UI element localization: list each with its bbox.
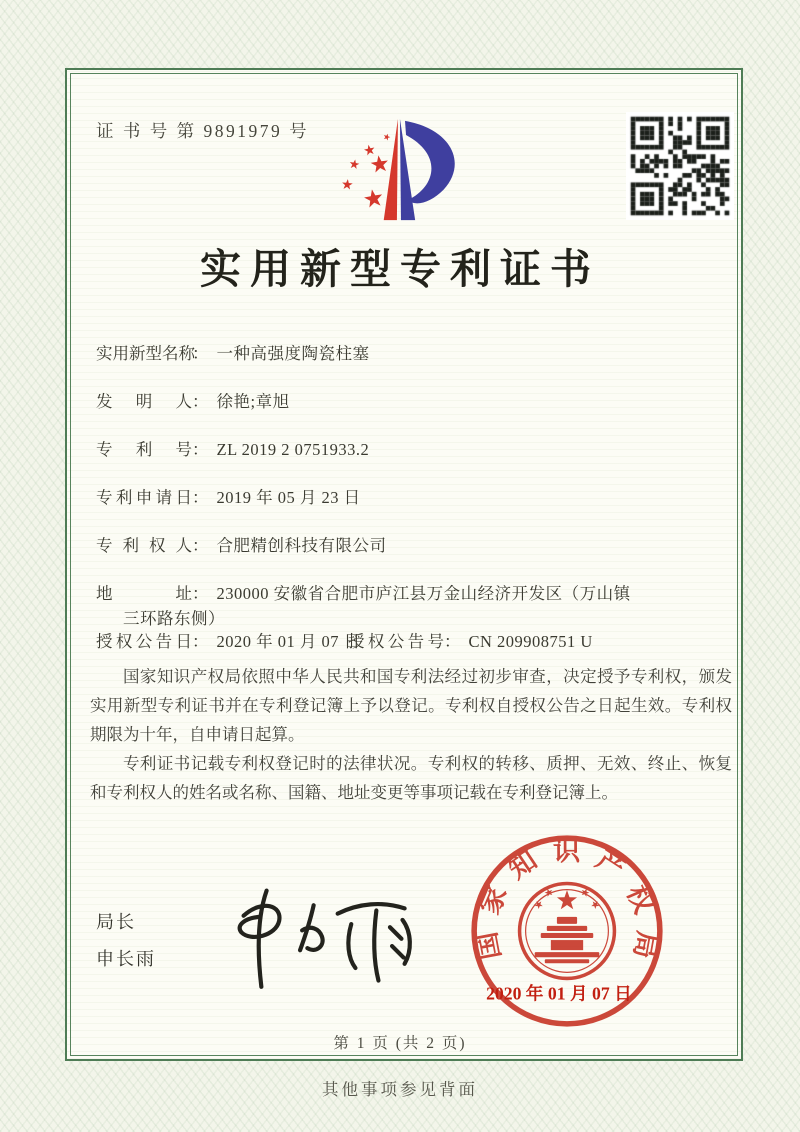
director-title: 局长: [96, 912, 136, 932]
field-value: 230000 安徽省合肥市庐江县万金山经济开发区（万山镇: [216, 584, 631, 603]
field-value: 一种高强度陶瓷柱塞: [216, 344, 370, 363]
director-signature: [212, 876, 432, 991]
field-row-address: 地址： 230000 安徽省合肥市庐江县万金山经济开发区（万山镇: [96, 580, 631, 604]
field-value: 合肥精创科技有限公司: [216, 536, 387, 555]
qr-code: [626, 112, 734, 220]
field-value: ZL 2019 2 0751933.2: [216, 440, 370, 459]
field-label: 发明人: [96, 392, 192, 411]
field-label: 专利申请日: [96, 488, 192, 507]
field-row-inventor: 发明人： 徐艳;章旭: [96, 388, 290, 412]
certificate-number-suffix: 号: [289, 121, 310, 141]
certificate-number: 9891979: [203, 121, 283, 141]
field-row-invention-name: 实用新型名称： 一种高强度陶瓷柱塞: [96, 340, 370, 364]
back-note: 其他事项参见背面: [322, 1080, 478, 1099]
field-label: 专利号: [96, 440, 192, 459]
field-row-patent-number: 专利号： ZL 2019 2 0751933.2: [96, 436, 369, 460]
grant-number-value: CN 209908751 U: [468, 632, 593, 651]
field-label: 专利权人: [96, 536, 192, 555]
field-value: 徐艳;章旭: [216, 392, 290, 411]
legal-text: [90, 662, 732, 807]
national-emblem-icon: [520, 884, 615, 979]
field-label: 地址: [96, 584, 192, 603]
official-seal: [460, 826, 674, 1040]
grant-number-group: 授权公告号： CN 209908751 U: [348, 628, 593, 652]
cnipa-logo-icon: [328, 110, 480, 228]
field-row-filing-date: 专利申请日： 2019 年 05 月 23 日: [96, 484, 361, 508]
seal-ring-text: 国家知识产权局: [471, 836, 663, 962]
director-name: 申长雨: [96, 949, 156, 969]
certificate-number-line: [96, 118, 309, 143]
page-number: 第 1 页 (共 2 页): [333, 1035, 467, 1052]
field-row-patentee: 专利权人： 合肥精创科技有限公司: [96, 532, 387, 556]
field-label: 实用新型名称: [96, 344, 195, 363]
certificate-number-prefix: 证 书 号 第: [96, 121, 197, 141]
grant-date-row: 授权公告日： 2020 年 01 月 07 日 授权公告号： CN 209908751 U: [96, 628, 361, 652]
legal-paragraph-2: 专利证书记载专利权登记时的法律状况。专利权的转移、质押、无效、终止、恢复和专利权人的姓名或名称、国籍、地址变更等事项记载在专利登记簿上。: [90, 754, 732, 802]
certificate-title: 实用新型专利证书: [200, 246, 600, 292]
field-value: 2019 年 05 月 23 日: [216, 488, 361, 507]
grant-date-value: 2020 年 01 月 07 日: [216, 632, 361, 651]
field-label: 授权公告日: [96, 632, 192, 651]
field-label: 授权公告号: [348, 632, 444, 651]
seal-date: 2020 年 01 月 07 日: [486, 983, 632, 1004]
address-line-2: 三环路东侧）: [123, 609, 225, 628]
legal-paragraph-1: 国家知识产权局依照中华人民共和国专利法经过初步审查，决定授予专利权，颁发实用新型专利证书并在专利登记簿上予以登记。专利权自授权公告之日起生效。专利权期限为十年，自申请日起算。: [90, 667, 732, 744]
